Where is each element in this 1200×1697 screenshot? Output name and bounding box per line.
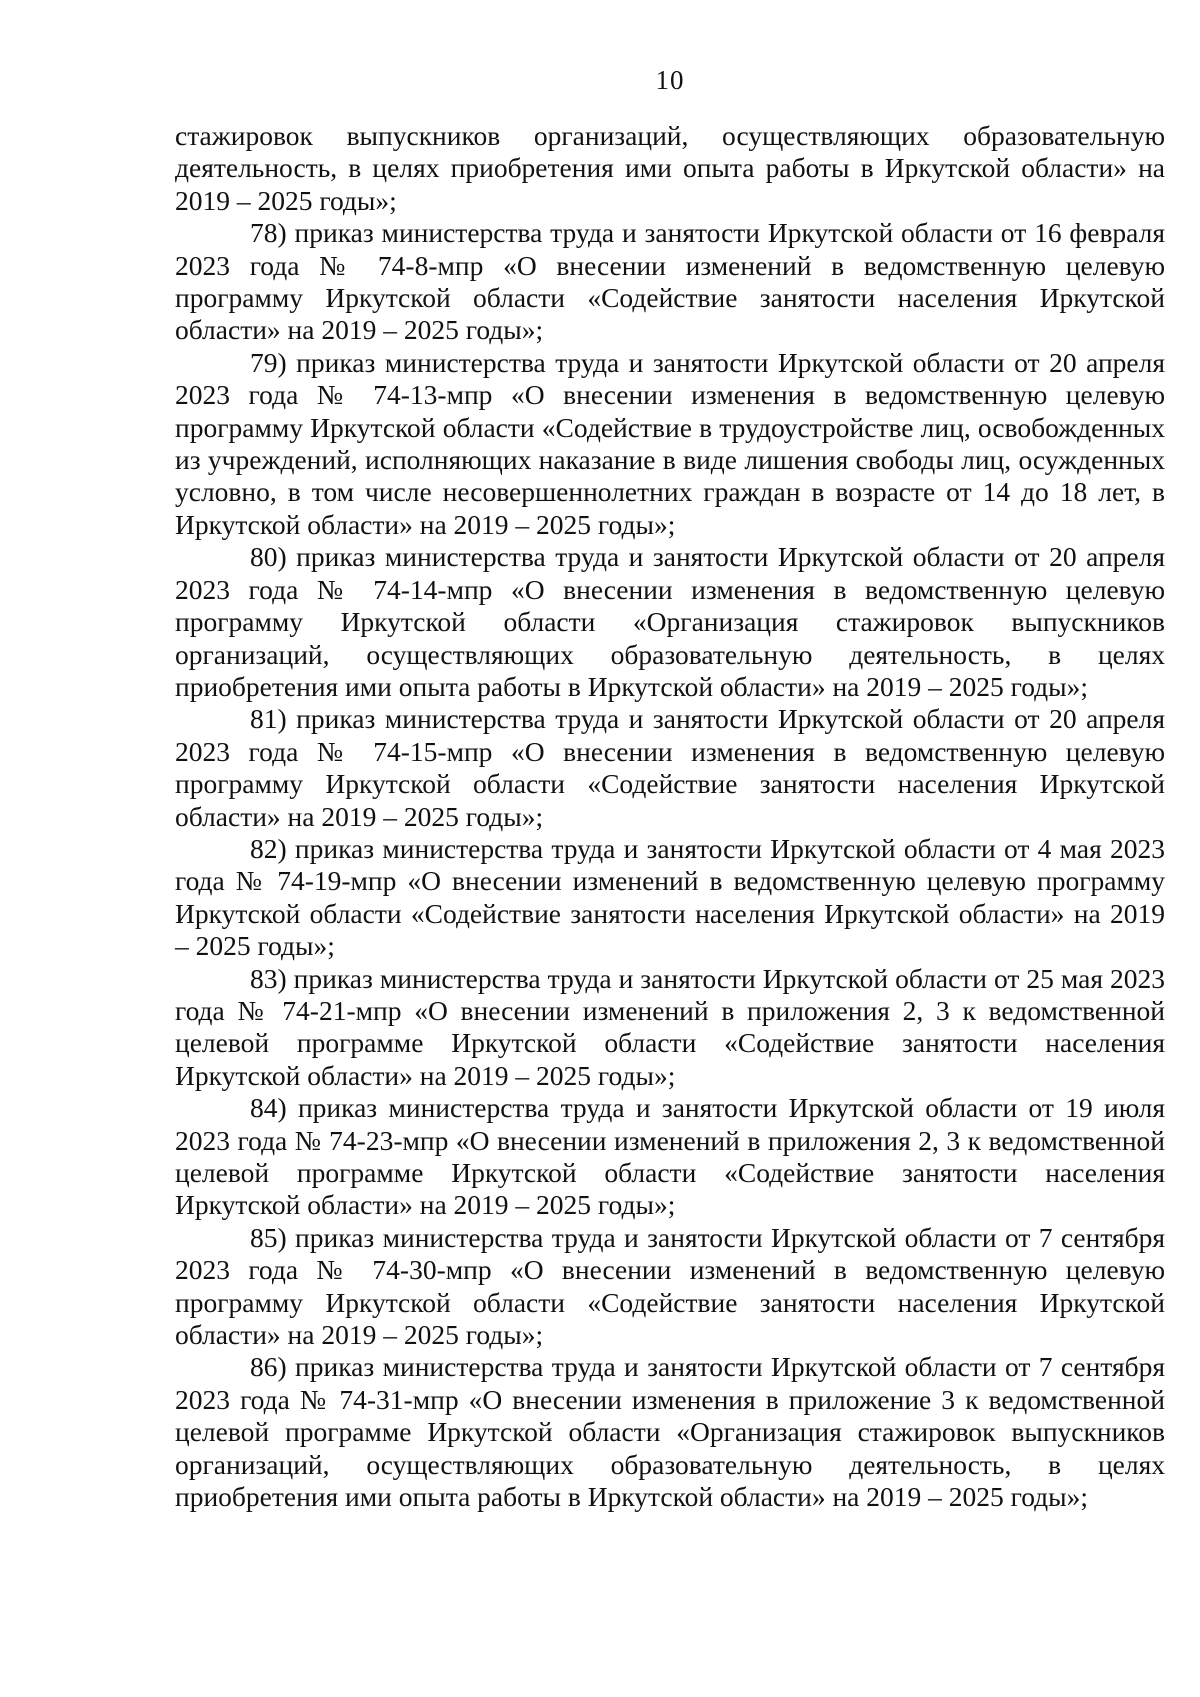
paragraph-continuation: стажировок выпускников организаций, осуществляющих образовательную деятельность, в целях приобретения ими опыта работы в Иркутской области» на 2019 – 2025 годы»; bbox=[175, 120, 1165, 216]
list-item-85: 85) приказ министерства труда и занятости Иркутской области от 7 сентября 2023 года № 74-30-мпр «О внесении изменений в ведомственную целевую программу Иркутской области «Содействие занятости населения Иркутской области» на 2019 – 2025 годы»; bbox=[175, 1221, 1165, 1351]
list-item-86: 86) приказ министерства труда и занятости Иркутской области от 7 сентября 2023 года № 74-31-мпр «О внесении изменения в приложение 3 к ведомственной целевой программе Иркутской области «Организация стажировок выпускников организаций, осуществляющих образовательную деятельность, в целях приобретения ими опыта работы в Иркутской области» на 2019 – 2025 годы»; bbox=[175, 1351, 1165, 1513]
list-item-84: 84) приказ министерства труда и занятости Иркутской области от 19 июля 2023 года № 74-23-мпр «О внесении изменений в приложения 2, 3 к ведомственной целевой программе Иркутской области «Содействие занятости населения Иркутской области» на 2019 – 2025 годы»; bbox=[175, 1092, 1165, 1221]
list-item-81: 81) приказ министерства труда и занятости Иркутской области от 20 апреля 2023 года № 74-15-мпр «О внесении изменения в ведомственную целевую программу Иркутской области «Содействие занятости населения Иркутской области» на 2019 – 2025 годы»; bbox=[175, 703, 1165, 832]
list-item-83: 83) приказ министерства труда и занятости Иркутской области от 25 мая 2023 года № 74-21-мпр «О внесении изменений в приложения 2, 3 к ведомственной целевой программе Иркутской области «Содействие занятости населения Иркутской области» на 2019 – 2025 годы»; bbox=[175, 962, 1165, 1091]
page-number: 10 bbox=[655, 65, 685, 95]
list-item-78: 78) приказ министерства труда и занятости Иркутской области от 16 февраля 2023 года № 74-8-мпр «О внесении изменений в ведомственную целевую программу Иркутской области «Содействие занятости населения Иркутской области» на 2019 – 2025 годы»; bbox=[175, 217, 1165, 346]
list-item-82: 82) приказ министерства труда и занятости Иркутской области от 4 мая 2023 года № 74-19-мпр «О внесении изменений в ведомственную целевую программу Иркутской области «Содействие занятости населения Иркутской области» на 2019 – 2025 годы»; bbox=[175, 832, 1165, 962]
list-item-80: 80) приказ министерства труда и занятости Иркутской области от 20 апреля 2023 года № 74-14-мпр «О внесении изменения в ведомственную целевую программу Иркутской области «Организация стажировок выпускников организаций, осуществляющих образовательную деятельность, в целях приобретения ими опыта работы в Иркутской области» на 2019 – 2025 годы»; bbox=[175, 541, 1165, 702]
list-item-79: 79) приказ министерства труда и занятости Иркутской области от 20 апреля 2023 года № 74-13-мпр «О внесении изменения в ведомственную целевую программу Иркутской области «Содействие в трудоустройстве лиц, освобожденных из учреждений, исполняющих наказание в виде лишения свободы лиц, осужденных условно, в том числе несовершеннолетних граждан в возрасте от 14 до 18 лет, в Иркутской области» на 2019 – 2025 годы»; bbox=[175, 346, 1165, 540]
document-body bbox=[175, 120, 1165, 1513]
